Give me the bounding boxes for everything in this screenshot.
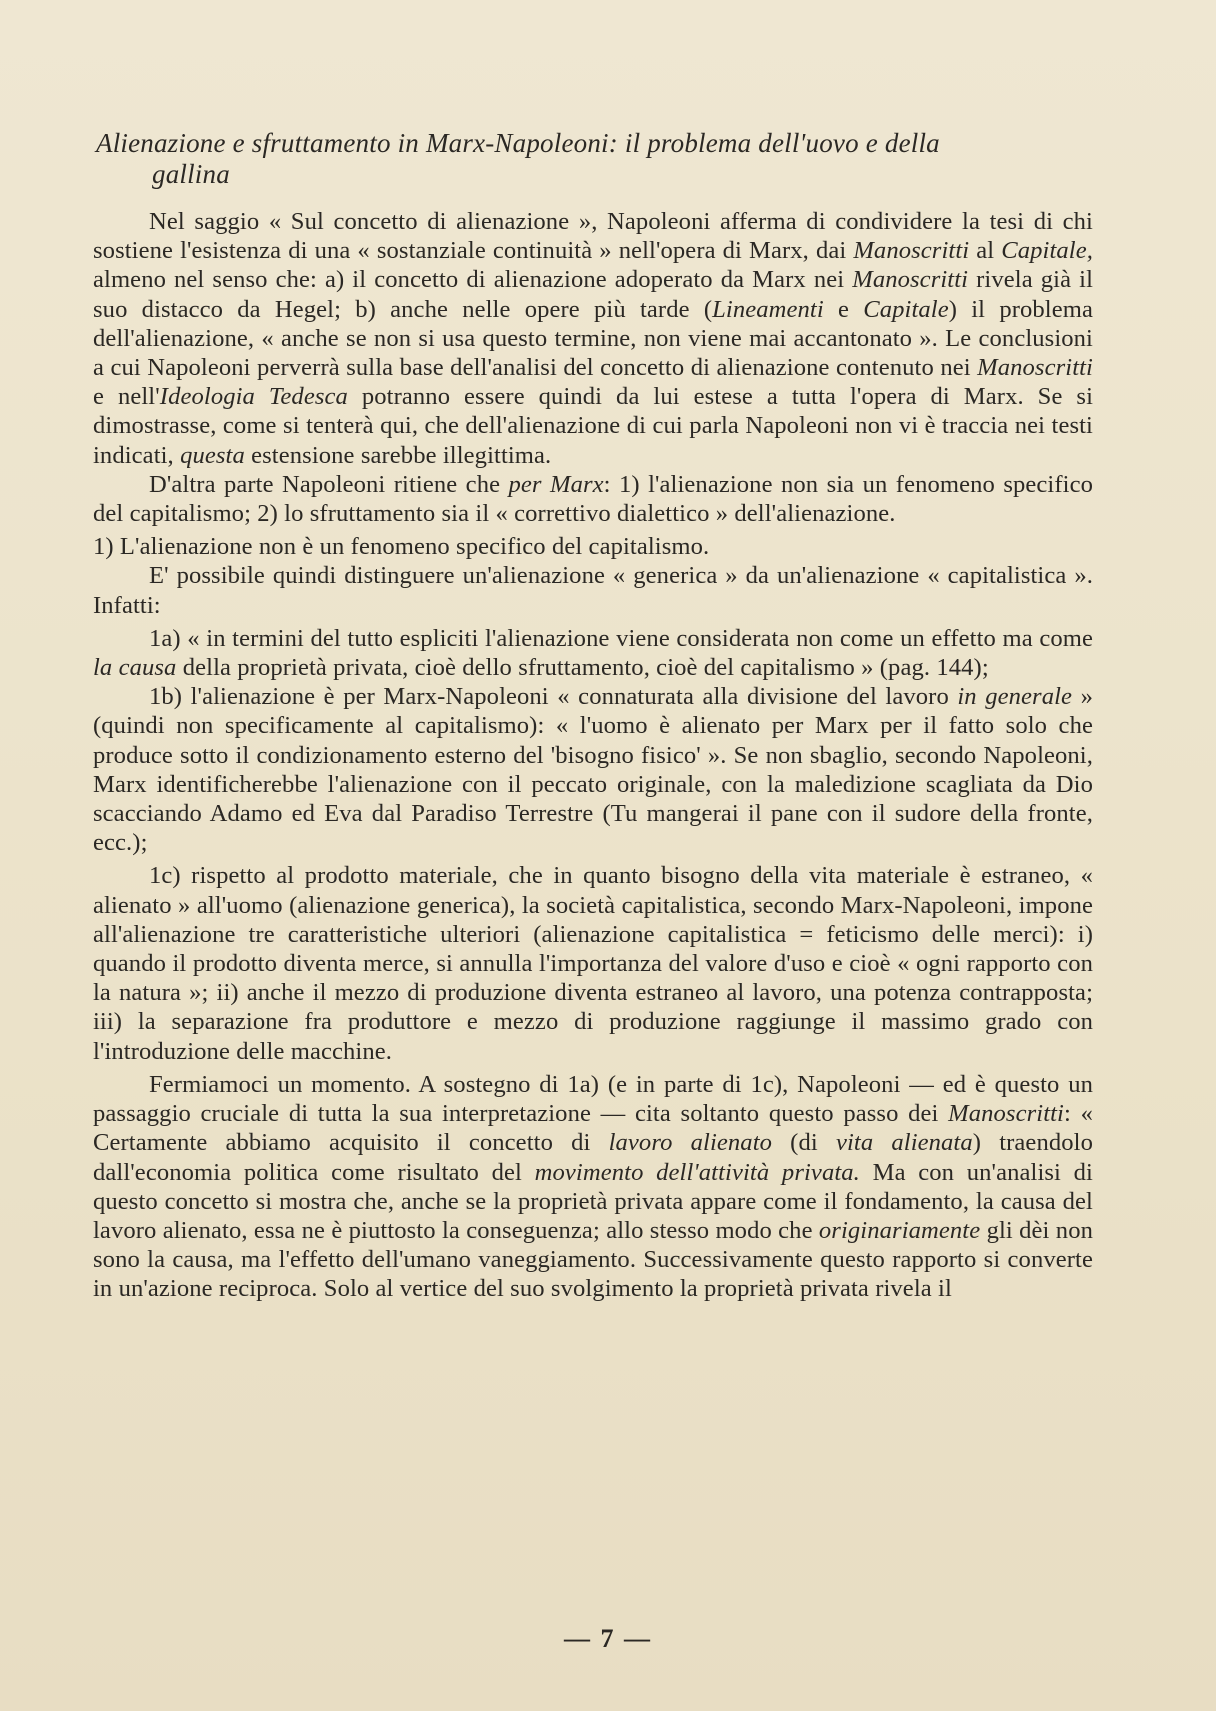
italic-run: Ideologia Tedesca (159, 383, 348, 411)
text-run: 1b) l'alienazione è per Marx-Napoleoni « connaturata alla divisione del lavoro (149, 683, 958, 711)
italic-run: Lineamenti (712, 295, 824, 323)
text-run: : 1) l'alienazione non sia un fenomeno specifico del capitalismo; 2) lo sfruttamento sia il « correttivo dialettico » dell'alienazione. (93, 470, 1093, 528)
italic-run: Manoscritti (948, 1100, 1064, 1128)
text-run: potranno essere quindi da lui estese a tutta l'opera di Marx. Se si dimostrasse, come si tenterà qui, che dell'alienazione di cui parla Napoleoni non vi è traccia nei testi indicati, (93, 383, 1094, 469)
section-title-line-2: gallina (152, 159, 230, 189)
text-run: » (quindi non specificamente al capitalismo): « l'uomo è alienato per Marx per il fatto solo che produce sotto il condizionamento esterno del 'bisogno fisico' ». Se non sbaglio, secondo Napoleoni, Marx identificherebbe l'alienazione con il peccato originale, con la maledizione scagliata da Dio scacciando Adamo ed Eva dal Paradiso Terrestre (Tu mangerai il pane con il sudore della fronte, ecc.); (93, 683, 1094, 857)
paragraph (93, 1070, 1093, 1304)
text-run: rivela già il suo distacco da Hegel; b) anche nelle opere più tarde ( (93, 266, 1094, 323)
text-run: ) traendolo dall'economia politica come risultato del (93, 1129, 1093, 1186)
italic-run: in generale (957, 683, 1073, 711)
body-text (93, 207, 1093, 1304)
text-run: : « Certamente abbiamo acquisito il concetto di (93, 1100, 1093, 1157)
text-run: almeno nel senso che: a) il concetto di alienazione adoperato da Marx nei (93, 266, 853, 294)
italic-run: per Marx (508, 470, 604, 498)
text-run: della proprietà privata, cioè dello sfruttamento, cioè del capitalismo » (pag. 144); (176, 654, 989, 682)
paragraph (93, 470, 1093, 528)
text-run: 1) L'alienazione non è un fenomeno specifico del capitalismo. (93, 533, 710, 561)
paragraph (93, 861, 1093, 1065)
paragraph (93, 624, 1093, 682)
text-run: (di (772, 1129, 836, 1157)
text-run: 1c) rispetto al prodotto materiale, che in quanto bisogno della vita materiale è estraneo, « alienato » all'uomo (alienazione generica), la società capitalistica, secondo Marx-Napoleoni, impone all'alienazione tre caratteristiche ulteriori (alienazione capitalistica = feticismo delle merci): i) quando il prodotto diventa merce, si annulla l'importanza del valore d'uso e cioè « ogni rapporto con la natura »; ii) anche il mezzo di produzione diventa estraneo al lavoro, una potenza contrapposta; iii) la separazione fra produttore e mezzo di produzione raggiunge il massimo grado con l'introduzione delle macchine. (93, 862, 1093, 1065)
italic-run: originariamente (818, 1216, 981, 1244)
text-run: E' possibile quindi distinguere un'alienazione « generica » da un'alienazione « capitalistica ». Infatti: (93, 562, 1093, 619)
italic-run: Manoscritti (852, 266, 969, 294)
text-run: estensione sarebbe illegittima. (244, 441, 552, 469)
text-run: D'altra parte Napoleoni ritiene che (149, 470, 509, 498)
text-run: Fermiamoci un momento. A sostegno di 1a) (e in parte di 1c), Napoleoni — ed è questo un passaggio cruciale di tutta la sua interpretazione — cita soltanto questo passo dei (93, 1070, 1093, 1128)
text-run: al (969, 237, 1002, 265)
text-run: gli dèi non sono la causa, ma l'effetto dell'umano vaneggiamento. Successivamente questo rapporto si converte in un'azione reciproca. Solo al vertice del suo svolgimento la proprietà privata rivela il (93, 1216, 1093, 1303)
italic-run: Capitale, (1001, 237, 1093, 265)
page-number: — 7 — (564, 1624, 652, 1653)
section-title (96, 128, 1101, 190)
text-run: e nell' (93, 383, 160, 411)
section-title-line-1: Alienazione e sfruttamento in Marx-Napoleoni: il problema dell'uovo e della (96, 128, 940, 158)
text-run: 1a) « in termini del tutto espliciti l'alienazione viene considerata non come un effetto ma come (149, 624, 1093, 652)
italic-run: la causa (93, 654, 177, 682)
paragraph (93, 561, 1093, 619)
text-run: e (823, 295, 864, 323)
italic-run: movimento dell'attività privata. (534, 1158, 860, 1186)
italic-run: vita alienata (835, 1129, 973, 1157)
italic-run: lavoro alienato (608, 1129, 773, 1157)
text-run: Ma con un'analisi di questo concetto si mostra che, anche se la proprietà privata appare come il fondamento, la causa del lavoro alienato, essa ne è piuttosto la conseguenza; allo stesso modo che (93, 1158, 1093, 1244)
italic-run: questa (180, 441, 245, 469)
paragraph (93, 207, 1093, 470)
paragraph (93, 682, 1093, 857)
text-run: Nel saggio « Sul concetto di alienazione », Napoleoni afferma di condividere la tesi di chi sostiene l'esistenza di una « sostanziale continuità » nell'opera di Marx, dai (93, 208, 1093, 265)
italic-run: Capitale (863, 295, 949, 323)
italic-run: Manoscritti (853, 237, 970, 265)
paragraph-heading (93, 532, 1093, 561)
italic-run: Manoscritti (977, 354, 1093, 382)
text-run: ) il problema dell'alienazione, « anche se non si usa questo termine, non viene mai accantonato ». Le conclusioni a cui Napoleoni perverrà sulla base dell'analisi del concetto di alienazione contenuto nei (93, 295, 1093, 382)
